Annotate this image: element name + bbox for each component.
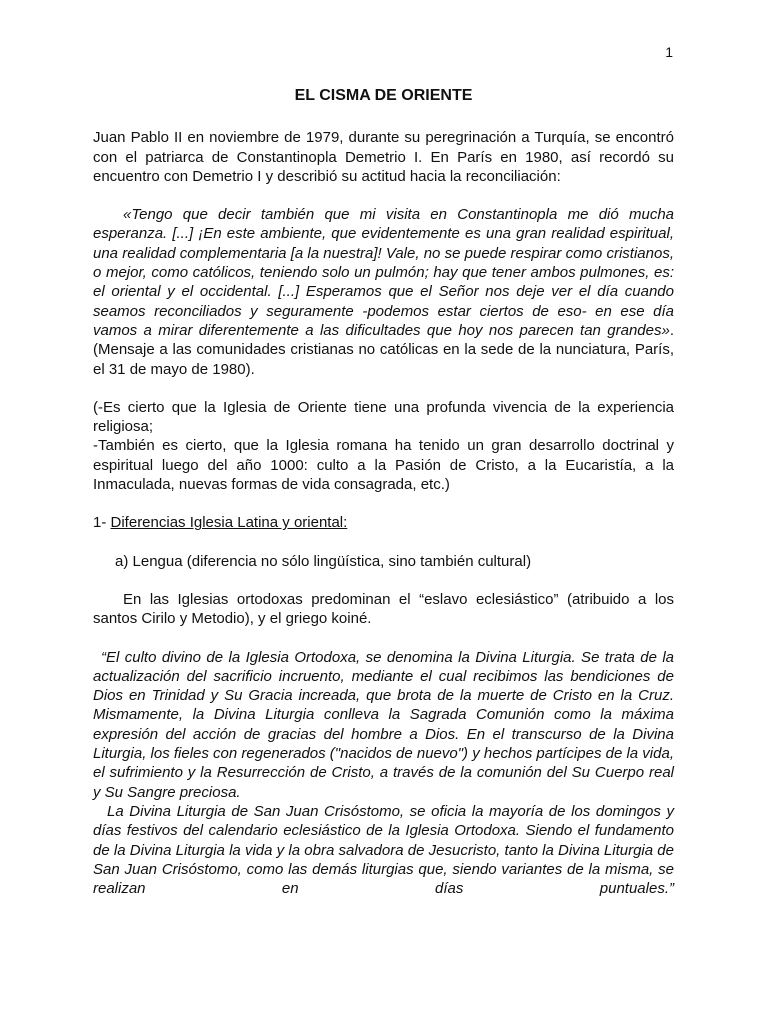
intro-paragraph: Juan Pablo II en noviembre de 1979, durante su peregrinación a Turquía, se encontró con el patriarca de Constantinopla Demetrio I. En París en 1980, así recordó su encuentro con Demetrio I y describió su actitud hacia la reconciliación:	[93, 129, 674, 185]
note-line-2: -También es cierto, que la Iglesia romana ha tenido un gran desarrollo doctrinal y espiritual luego del año 1000: culto a la Pasión de Cristo, a la Eucaristía, a la Inmaculada, nuevas formas de vida consagrada, etc.)	[93, 437, 674, 494]
liturgy-quote-text-2: La Divina Liturgia de San Juan Crisóstomo, se oficia la mayoría de los domingos y días festivos del calendario eclesiástico de la Iglesia Ortodoxa. Siendo el fundamento de la Divina Liturgia la vida y la obra salvadora de Jesucristo, tanto la Divina Liturgia de San Juan Crisóstomo, como las demás liturgias que, siendo variantes de la misma, se realizan en días puntuales.”	[93, 802, 674, 898]
liturgy-quote-paragraph-1	[93, 648, 674, 802]
section-1-number: 1-	[93, 514, 111, 532]
subsection-a-heading: a) Lengua (diferencia no sólo lingüística, sino también cultural)	[115, 552, 532, 570]
document-body	[93, 86, 674, 898]
pope-quote-text: «Tengo que decir también que mi visita en Constantinopla me dió mucha esperanza. [...] ¡En este ambiente, que evidentemente es una gran realidad espiritual, una realidad complementaria [a la nuestra]! Vale, no se puede respirar como cristianos, o mejor, como católicos, teniendo solo un pulmón; hay que tener ambos pulmones, es: el oriental y el occidental. [...] Esperamos que el Señor nos deje ver el día cuando seamos reconciliados y seguramente -podemos estar ciertos de eso- en ese día vamos a mirar diferentemente a las dificultades que hoy nos parecen tan grandes»	[93, 206, 674, 339]
page-number: 1	[665, 44, 673, 60]
section-1-title: Diferencias Iglesia Latina y oriental:	[110, 514, 348, 532]
note-line-1: (-Es cierto que la Iglesia de Oriente tiene una profunda vivencia de la experiencia religiosa;	[93, 398, 674, 436]
lengua-paragraph: En las Iglesias ortodoxas predominan el “eslavo eclesiástico” (atribuido a los santos Cirilo y Metodio), y el griego koiné.	[93, 590, 674, 628]
liturgy-quote-text-1: “El culto divino de la Iglesia Ortodoxa, se denomina la Divina Liturgia. Se trata de la actualización del sacrificio incruento, mediante el cual recibimos las bendiciones de Dios en Trinidad y Su Gracia increada, que brota de la muerte de Cristo en la Cruz. Mismamente, la Divina Liturgia conlleva la Sagrada Comunión como la máxima expresión del acción de gracias del hombre a Dios. En el transcurso de la Divina Liturgia, los fieles con regenerados ("nacidos de nuevo") y hechos partícipes de la vida, el sufrimiento y la Resurrección de Cristo, a través de la comunión del Su Cuerpo real y Su Sangre preciosa.	[93, 648, 674, 801]
liturgy-quote-paragraph-2	[93, 802, 674, 898]
pope-quote-paragraph	[93, 205, 674, 379]
section-1-heading	[93, 513, 674, 532]
pope-quote-citation: . (Mensaje a las comunidades cristianas no católicas en la sede de la nunciatura, París, el 31 de mayo de 1980).	[93, 321, 674, 378]
document-title: EL CISMA DE ORIENTE	[294, 87, 473, 104]
